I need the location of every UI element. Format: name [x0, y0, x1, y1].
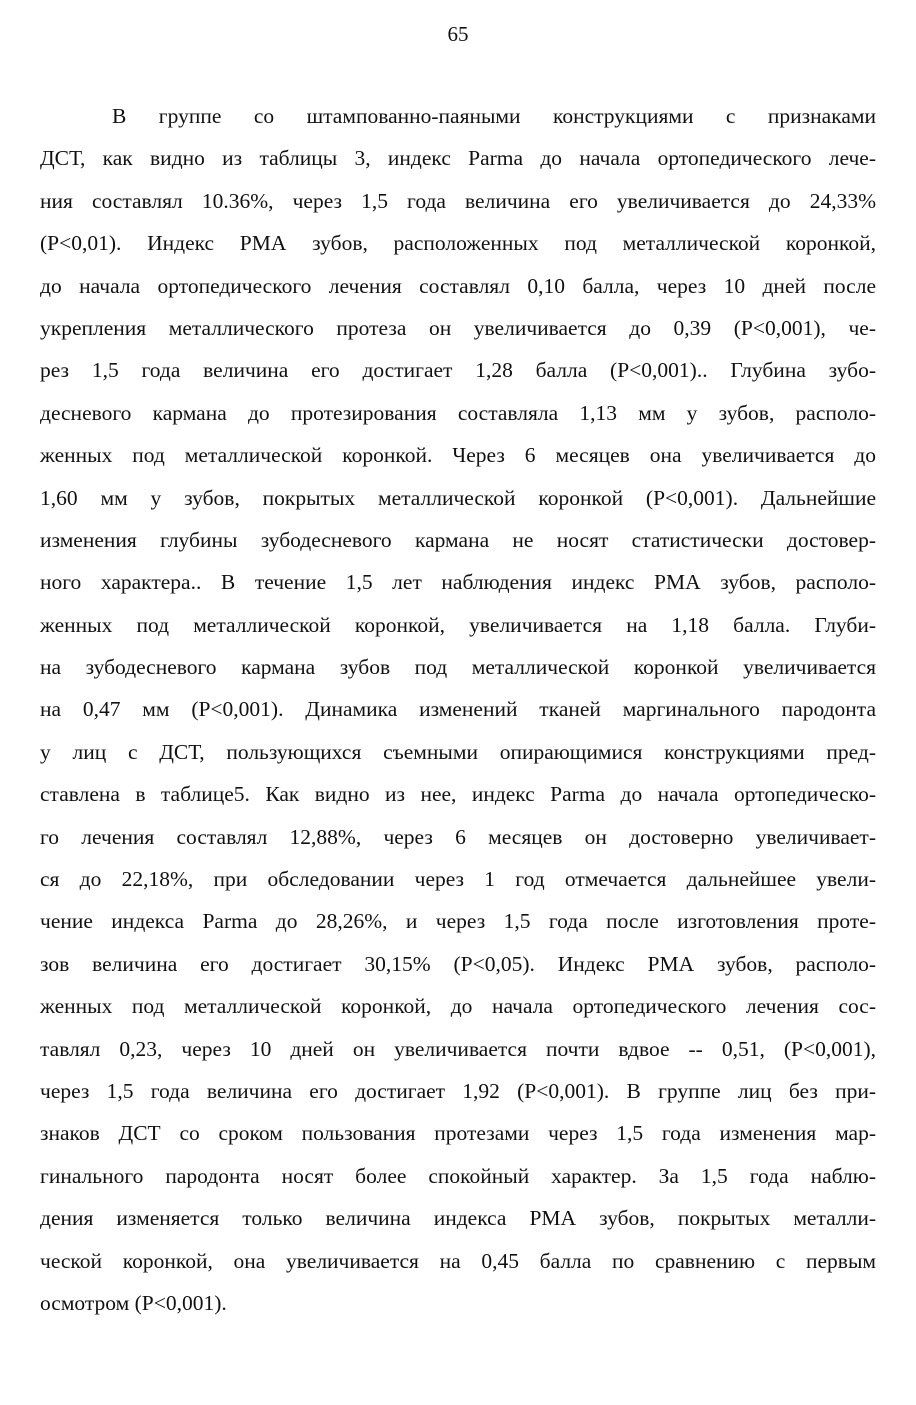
text-line: ческой коронкой, она увеличивается на 0,45 балла по сравнению с первым [40, 1248, 876, 1273]
text-line: В группе со штампованно-паяными конструкциями с признаками [112, 104, 876, 128]
text-line: женных под металлической коронкой, до начала ортопедического лечения сос- [40, 994, 876, 1019]
text-line: укрепления металлического протеза он увеличивается до 0,39 (Р<0,001), че- [40, 315, 876, 340]
text-line: женных под металлической коронкой, увеличивается на 1,18 балла. Глуби- [40, 612, 876, 637]
text-line: изменения глубины зубодесневого кармана не носят статистически достовер- [40, 527, 876, 552]
text-line: 1,60 мм у зубов, покрытых металлической коронкой (Р<0,001). Дальнейшие [40, 485, 876, 510]
text-line: до начала ортопедического лечения составлял 0,10 балла, через 10 дней после [40, 273, 876, 298]
text-line: го лечения составлял 12,88%, через 6 месяцев он достоверно увеличивает- [40, 824, 876, 849]
text-line: на 0,47 мм (Р<0,001). Динамика изменений тканей маргинального пародонта [40, 697, 876, 722]
text-line: на зубодесневого кармана зубов под металлической коронкой увеличивается [40, 655, 876, 680]
text-line: ния составлял 10.36%, через 1,5 года величина его увеличивается до 24,33% [40, 188, 876, 213]
text-line: ставлена в таблице5. Как видно из нее, индекс Parma до начала ортопедическо- [40, 782, 876, 807]
text-line: женных под металлической коронкой. Через 6 месяцев она увеличивается до [40, 443, 876, 468]
text-line: гинального пародонта носят более спокойный характер. За 1,5 года наблю- [40, 1163, 876, 1188]
text-line: (Р<0,01). Индекс РМА зубов, расположенных под металлической коронкой, [40, 231, 876, 256]
text-line: ся до 22,18%, при обследовании через 1 год отмечается дальнейшее увели- [40, 867, 876, 892]
text-line: ДСТ, как видно из таблицы 3, индекс Parma до начала ортопедического лече- [40, 146, 876, 171]
page-number: 65 [447, 22, 469, 46]
text-line: через 1,5 года величина его достигает 1,92 (Р<0,001). В группе лиц без при- [40, 1078, 876, 1103]
text-line: чение индекса Parma до 28,26%, и через 1,5 года после изготовления проте- [40, 909, 876, 934]
text-line: десневого кармана до протезирования составляла 1,13 мм у зубов, располо- [40, 400, 876, 425]
text-line: рез 1,5 года величина его достигает 1,28 балла (Р<0,001).. Глубина зубо- [40, 358, 876, 383]
body-text [40, 95, 876, 1324]
text-line: у лиц с ДСТ, пользующихся съемными опирающимися конструкциями пред- [40, 739, 876, 764]
text-line: осмотром (Р<0,001). [40, 1290, 227, 1315]
text-line: дения изменяется только величина индекса РМА зубов, покрытых металли- [40, 1206, 876, 1231]
text-line: ного характера.. В течение 1,5 лет наблюдения индекс РМА зубов, располо- [40, 570, 876, 595]
text-line: знаков ДСТ со сроком пользования протезами через 1,5 года изменения мар- [40, 1121, 876, 1146]
text-line: зов величина его достигает 30,15% (Р<0,05). Индекс РМА зубов, располо- [40, 951, 876, 976]
text-line: тавлял 0,23, через 10 дней он увеличивается почти вдвое -- 0,51, (Р<0,001), [40, 1036, 876, 1061]
